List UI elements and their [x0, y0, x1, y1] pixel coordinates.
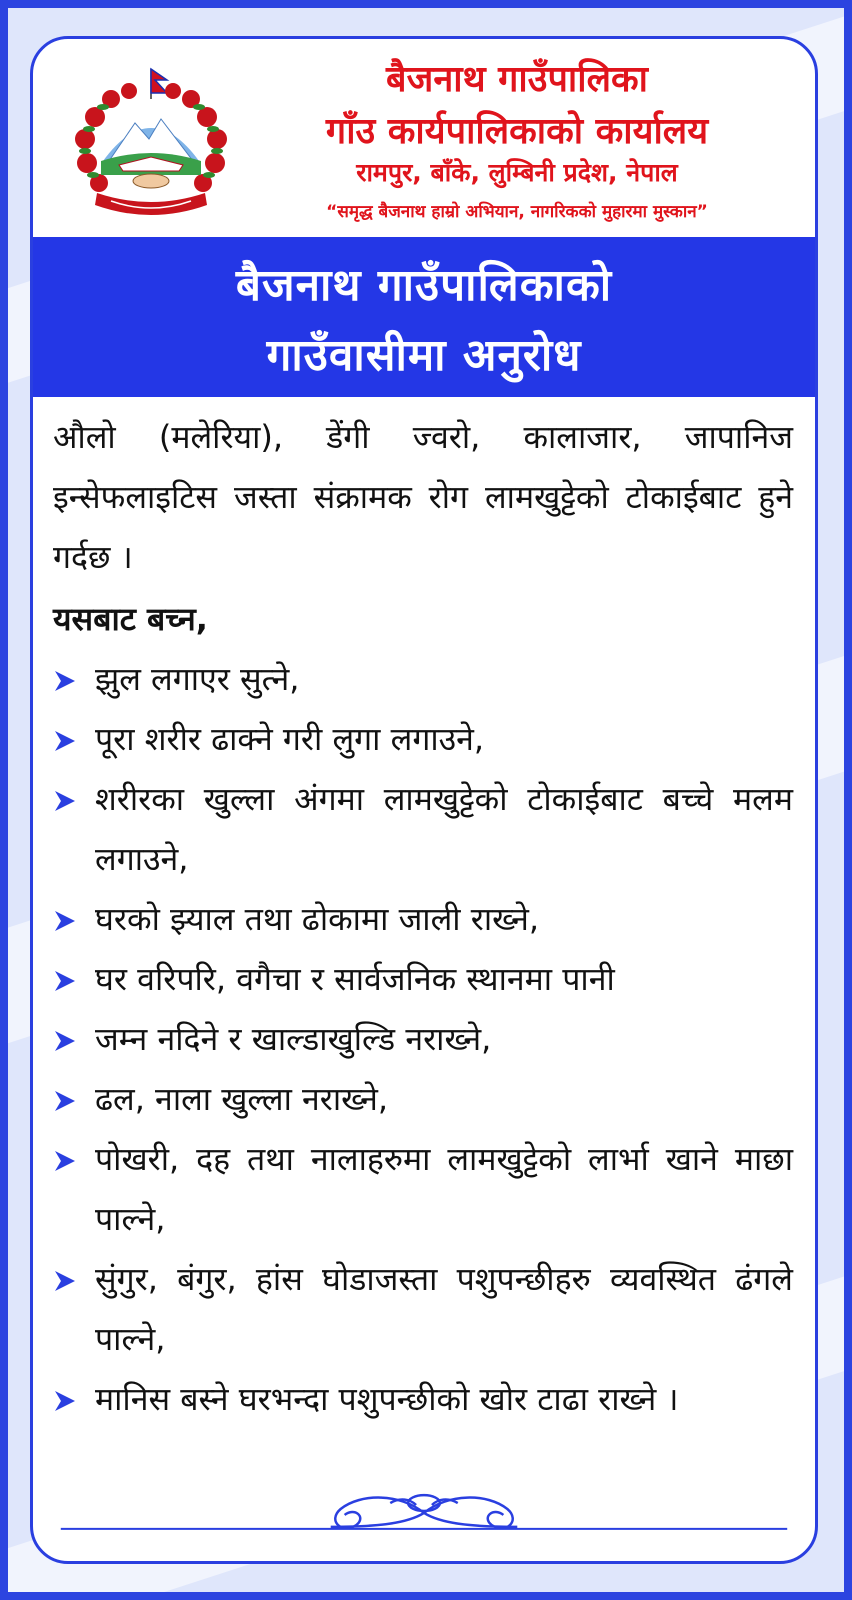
slogan: “समृद्ध बैजनाथ हाम्रो अभियान, नागरिकको मुहारमा मुस्कान” — [326, 202, 708, 222]
org-name: बैजनाथ गाउँपालिका — [386, 59, 648, 100]
list-item — [53, 769, 793, 889]
address: रामपुर, बाँके, लुम्बिनी प्रदेश, नेपाल — [356, 158, 678, 187]
chevron-right-icon — [53, 670, 77, 692]
chevron-right-icon — [53, 730, 77, 752]
list-item — [53, 1369, 793, 1429]
list-item-text: घरको झ्याल तथा ढोकामा जाली राख्ने, — [95, 900, 540, 938]
list-item-text: पोखरी, दह तथा नालाहरुमा लामखुट्टेको लार्भा खाने माछा पाल्ने, — [95, 1140, 793, 1238]
chevron-right-icon — [53, 1390, 77, 1412]
list-item — [53, 1129, 793, 1249]
chevron-right-icon — [53, 1090, 77, 1112]
intro-paragraph: औलो (मलेरिया), डेंगी ज्वरो, कालाजार, जापानिज इन्सेफलाइटिस जस्ता संक्रामक रोग लामखुट्टेको टोकाईबाट हुने गर्दछ । — [53, 418, 793, 576]
list-item-text: मानिस बस्ने घरभन्दा पशुपन्छीको खोर टाढा राख्ने । — [95, 1380, 679, 1418]
list-item-text: सुंगुर, बंगुर, हांस घोडाजस्ता पशुपन्छीहरु व्यवस्थित ढंगले पाल्ने, — [95, 1260, 793, 1358]
chevron-right-icon — [53, 910, 77, 932]
office-name: गाँउ कार्यपालिकाको कार्यालय — [325, 111, 709, 152]
list-item — [53, 949, 793, 1009]
list-item — [53, 1249, 793, 1369]
subheading: यसबाट बच्न, — [53, 600, 208, 638]
banner-title-line-1: बैजनाथ गाउँपालिकाको — [235, 260, 613, 311]
list-item-text: ढल, नाला खुल्ला नराख्ने, — [95, 1080, 389, 1118]
list-item — [53, 1009, 793, 1069]
chevron-right-icon — [53, 790, 77, 812]
notice-card — [30, 36, 818, 1564]
list-item — [53, 709, 793, 769]
chevron-right-icon — [53, 1270, 77, 1292]
nepal-government-emblem-icon — [71, 65, 231, 225]
header — [33, 39, 815, 237]
list-item-text: जम्न नदिने र खाल्डाखुल्डि नराख्ने, — [95, 1020, 492, 1058]
flourish-ornament-icon — [33, 1479, 815, 1539]
chevron-right-icon — [53, 1150, 77, 1172]
chevron-right-icon — [53, 1030, 77, 1052]
list-item-text: झुल लगाएर सुत्ने, — [95, 660, 300, 698]
banner-title-line-2: गाउँवासीमा अनुरोध — [266, 330, 582, 381]
list-item — [53, 889, 793, 949]
title-banner — [33, 237, 815, 397]
chevron-right-icon — [53, 970, 77, 992]
notice-body — [53, 407, 793, 1429]
prevention-list — [53, 649, 793, 1429]
list-item-text: शरीरका खुल्ला अंगमा लामखुट्टेको टोकाईबाट बच्चे मलम लगाउने, — [95, 780, 793, 878]
list-item — [53, 1069, 793, 1129]
list-item-text: पूरा शरीर ढाक्ने गरी लुगा लगाउने, — [95, 720, 485, 758]
list-item — [53, 649, 793, 709]
list-item-text: घर वरिपरि, वगैचा र सार्वजनिक स्थानमा पानी — [95, 960, 615, 998]
